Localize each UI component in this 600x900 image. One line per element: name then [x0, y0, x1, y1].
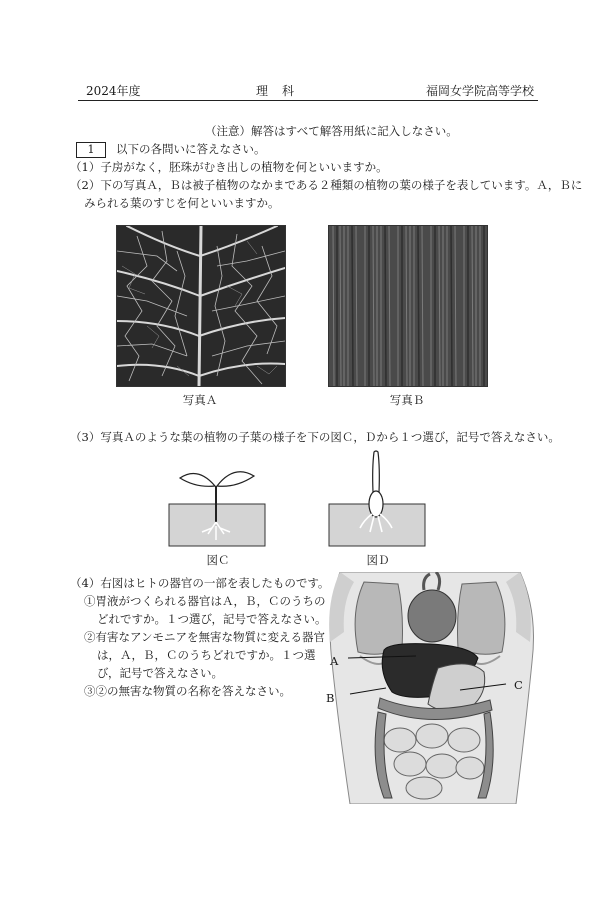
section-header: [76, 140, 266, 158]
organ-label-b: B: [326, 691, 335, 705]
question-4-sub2-line1: ②有害なアンモニアを無害な物質に変える器官: [84, 630, 326, 644]
section-number: 1: [76, 142, 106, 158]
figure-d-caption: 図Ｄ: [366, 553, 390, 567]
question-4-sub3: ③②の無害な物質の名称を答えなさい。: [84, 684, 291, 698]
exam-year: 2024年度: [86, 84, 141, 98]
photo-a-caption: 写真Ａ: [182, 393, 218, 407]
school-name: 福岡女学院高等学校: [425, 84, 534, 98]
question-2-line-1: （2）下の写真Ａ，Ｂは被子植物のなかまである２種類の植物の葉の様子を表しています。Ａ，Ｂに: [70, 178, 583, 192]
page-header: [78, 80, 538, 101]
question-4-sub1-line2: どれですか。１つ選び，記号で答えなさい。: [97, 612, 327, 626]
question-4-sub2-line3: び，記号で答えなさい。: [97, 666, 224, 680]
question-1: （1）子房がなく，胚珠がむき出しの植物を何といいますか。: [70, 160, 388, 174]
photo-b-caption: 写真Ｂ: [389, 393, 425, 407]
question-4-sub2-line2: は，Ａ，Ｂ，Ｃのうちどれですか。１つ選: [97, 648, 316, 662]
question-4-sub1-line1: ①胃液がつくられる器官はＡ，Ｂ，Ｃのうちの: [84, 594, 326, 608]
instruction-note: （注意）解答はすべて解答用紙に記入しなさい。: [205, 124, 458, 138]
organ-label-a: A: [330, 654, 339, 668]
figure-d-monocot-seedling: [328, 448, 428, 548]
organ-label-c: C: [514, 678, 523, 692]
question-2-line-2: みられる葉のすじを何といいますか。: [84, 196, 280, 210]
question-4-intro: （4）右図はヒトの器官の一部を表したものです。: [70, 576, 330, 590]
question-3: （3）写真Ａのような葉の植物の子葉の様子を下の図Ｃ，Ｄから１つ選び，記号で答えなさい。: [70, 430, 560, 444]
figure-c-caption: 図Ｃ: [206, 553, 230, 567]
organ-diagram: [320, 572, 540, 804]
section-instruction: 以下の各問いに答えなさい。: [116, 142, 266, 156]
subject-title: 理 科: [256, 84, 296, 98]
photo-a-net-venation: [116, 225, 286, 387]
photo-b-parallel-venation: [328, 225, 488, 387]
figure-c-dicot-seedling: [168, 456, 268, 548]
